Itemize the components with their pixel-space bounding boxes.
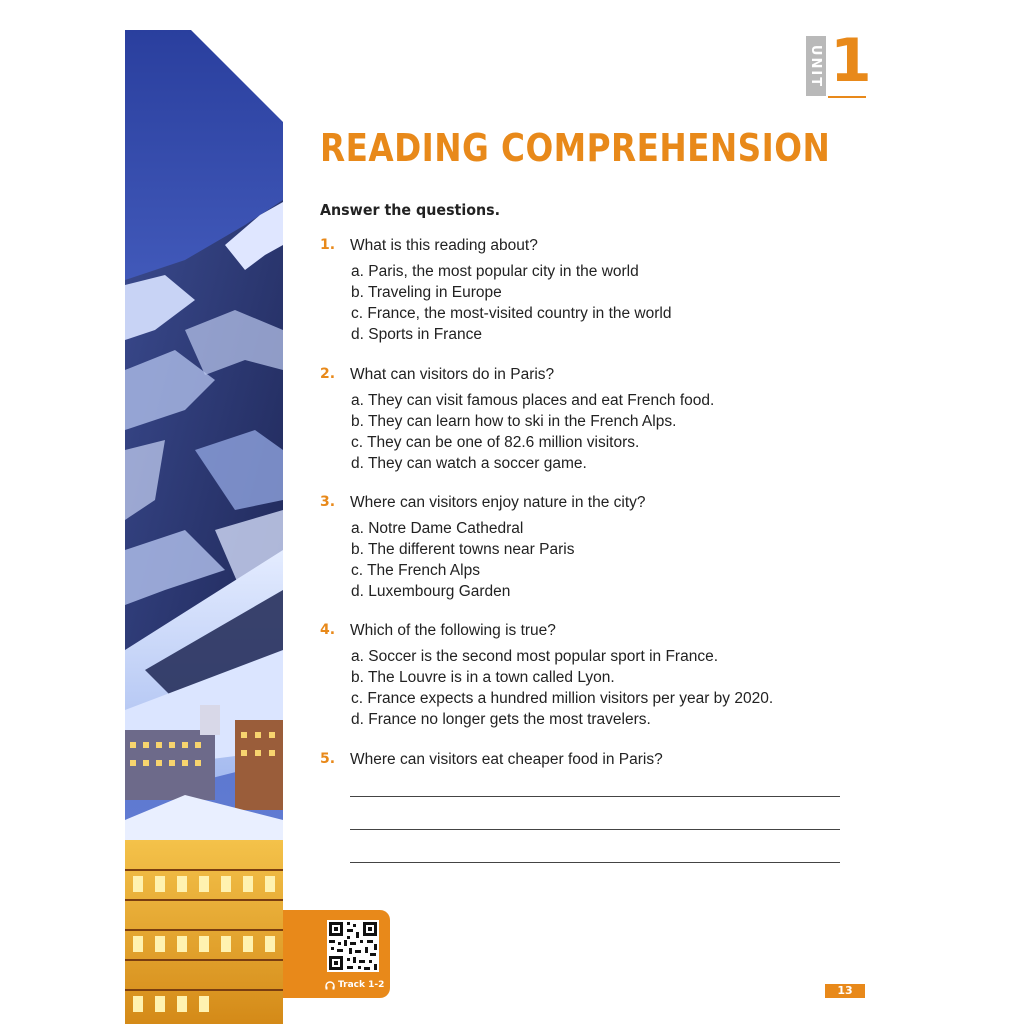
answer-line[interactable] xyxy=(350,829,840,830)
unit-label: UNIT xyxy=(806,36,826,96)
page-number: 13 xyxy=(825,984,865,998)
option-c[interactable]: c. France expects a hundred million visitors per year by 2020. xyxy=(351,690,774,707)
option-a[interactable]: a. They can visit famous places and eat French food. xyxy=(351,392,715,409)
option-c[interactable]: c. They can be one of 82.6 million visitors. xyxy=(351,434,640,451)
audio-track-box[interactable] xyxy=(283,910,390,998)
page-title: READING COMPREHENSION xyxy=(320,126,831,170)
option-c[interactable]: c. France, the most-visited country in the world xyxy=(351,305,672,322)
option-b[interactable]: b. The different towns near Paris xyxy=(351,541,575,558)
option-list xyxy=(351,390,714,474)
option-c[interactable]: c. The French Alps xyxy=(351,562,480,579)
question-text: What can visitors do in Paris? xyxy=(350,366,555,383)
question-text: Where can visitors eat cheaper food in Paris? xyxy=(350,751,663,768)
question-number: 2. xyxy=(320,366,336,382)
option-d[interactable]: d. Luxembourg Garden xyxy=(351,583,511,600)
option-b[interactable]: b. The Louvre is in a town called Lyon. xyxy=(351,669,615,686)
option-list xyxy=(351,518,574,602)
option-d[interactable]: d. France no longer gets the most travelers. xyxy=(351,711,651,728)
track-text: Track 1-2 xyxy=(338,980,385,990)
question-text: Where can visitors enjoy nature in the city? xyxy=(350,494,646,511)
option-a[interactable]: a. Paris, the most popular city in the world xyxy=(351,263,639,280)
option-d[interactable]: d. They can watch a soccer game. xyxy=(351,455,587,472)
option-list xyxy=(351,261,671,345)
alpine-resort-photo xyxy=(125,30,283,1024)
question-number: 4. xyxy=(320,622,336,638)
option-list xyxy=(351,646,773,730)
option-b[interactable]: b. They can learn how to ski in the French Alps. xyxy=(351,413,677,430)
qr-code-icon[interactable] xyxy=(327,920,379,972)
instructions: Answer the questions. xyxy=(320,201,501,219)
unit-number: 1 xyxy=(830,26,872,96)
track-label[interactable] xyxy=(325,980,384,990)
question-number: 1. xyxy=(320,237,336,253)
answer-line[interactable] xyxy=(350,862,840,863)
question-number: 5. xyxy=(320,751,336,767)
option-b[interactable]: b. Traveling in Europe xyxy=(351,284,502,301)
option-d[interactable]: d. Sports in France xyxy=(351,326,482,343)
question-text: What is this reading about? xyxy=(350,237,538,254)
unit-underline xyxy=(828,96,866,98)
question-number: 3. xyxy=(320,494,336,510)
question-text: Which of the following is true? xyxy=(350,622,556,639)
option-a[interactable]: a. Notre Dame Cathedral xyxy=(351,520,524,537)
headphones-icon xyxy=(325,981,335,990)
unit-badge xyxy=(806,26,872,100)
answer-line[interactable] xyxy=(350,796,840,797)
option-a[interactable]: a. Soccer is the second most popular sport in France. xyxy=(351,648,719,665)
